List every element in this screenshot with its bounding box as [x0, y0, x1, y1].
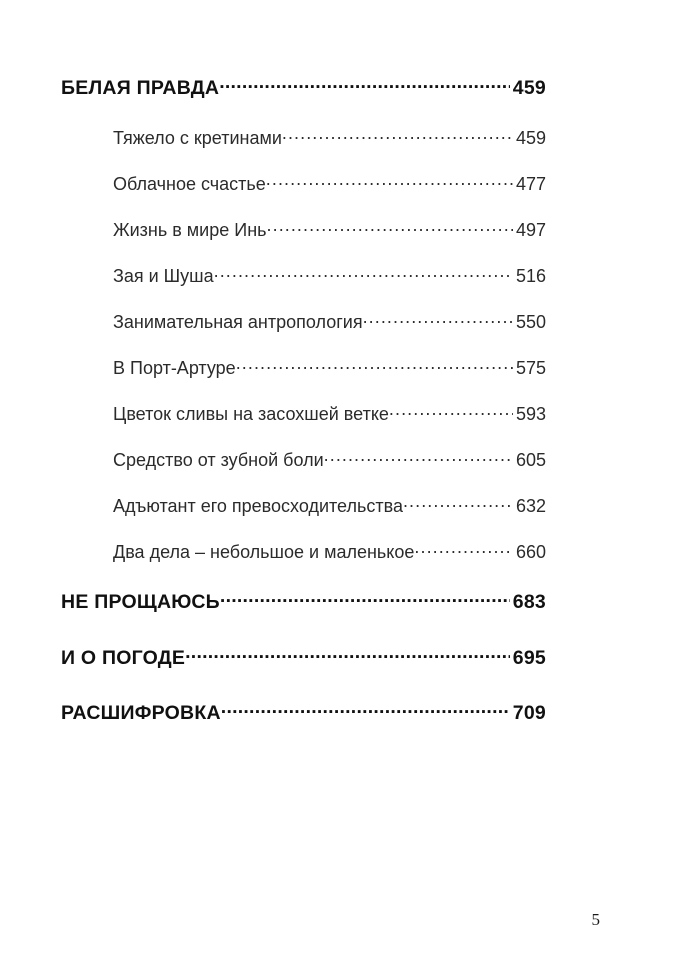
spacer [61, 287, 546, 310]
toc-entry-chapter[interactable] [61, 644, 546, 670]
spacer [61, 241, 546, 264]
spacer [61, 195, 546, 218]
dot-leader [221, 700, 510, 720]
dot-leader [282, 126, 513, 144]
spacer [61, 425, 546, 448]
toc-entry-title: В Порт-Артуре [113, 357, 236, 378]
dot-leader [236, 356, 513, 374]
dot-leader [220, 589, 510, 609]
toc-entry-page: 459 [512, 76, 546, 99]
table-of-contents [61, 74, 546, 725]
toc-entry-section[interactable] [113, 356, 546, 379]
toc-entry-title: Цветок сливы на засохшей ветке [113, 403, 389, 424]
toc-entry-section[interactable] [113, 540, 546, 563]
dot-leader [363, 310, 513, 328]
dot-leader [414, 540, 513, 558]
toc-entry-page: 605 [515, 449, 546, 470]
toc-entry-chapter[interactable] [61, 74, 546, 100]
toc-entry-title: Жизнь в мире Инь [113, 219, 267, 240]
toc-entry-page: 683 [512, 591, 546, 613]
dot-leader [267, 218, 513, 236]
toc-entry-section[interactable] [113, 448, 546, 471]
toc-entry-title: Занимательная антропология [113, 311, 363, 332]
toc-entry-section[interactable] [113, 218, 546, 241]
toc-entry-page: 660 [515, 541, 546, 562]
toc-entry-title: БЕЛАЯ ПРАВДА [61, 76, 220, 99]
toc-entry-page: 516 [515, 265, 546, 286]
spacer [61, 563, 546, 589]
toc-entry-title: НЕ ПРОЩАЮСЬ [61, 591, 220, 613]
spacer [61, 614, 546, 644]
dot-leader [266, 172, 513, 190]
spacer [61, 670, 546, 700]
toc-entry-title: Тяжело с кретинами [113, 127, 282, 148]
spacer [61, 379, 546, 402]
toc-entry-title: И О ПОГОДЕ [61, 646, 186, 669]
toc-entry-section[interactable] [113, 126, 546, 149]
toc-entry-page: 695 [512, 646, 546, 669]
toc-entry-section[interactable] [113, 172, 546, 195]
dot-leader [403, 494, 513, 512]
toc-entry-page: 593 [515, 403, 546, 424]
toc-entry-page: 550 [515, 311, 546, 332]
dot-leader [389, 402, 513, 420]
toc-entry-title: Средство от зубной боли [113, 449, 324, 470]
toc-entry-page: 632 [515, 495, 546, 516]
dot-leader [185, 644, 510, 664]
toc-entry-page: 709 [512, 702, 546, 724]
toc-entry-chapter[interactable] [61, 589, 546, 615]
spacer [61, 149, 546, 172]
dot-leader [219, 74, 510, 94]
page-number: 5 [591, 910, 600, 929]
toc-entry-chapter[interactable] [61, 700, 546, 726]
toc-entry-title: РАСШИФРОВКА [61, 702, 221, 724]
spacer [61, 333, 546, 356]
toc-entry-section[interactable] [113, 494, 546, 517]
toc-entry-page: 575 [515, 357, 546, 378]
toc-entry-page: 459 [515, 127, 546, 148]
toc-entry-section[interactable] [113, 264, 546, 287]
spacer [61, 471, 546, 494]
spacer [61, 517, 546, 540]
dot-leader [214, 264, 513, 282]
toc-entry-title: Облачное счастье [113, 173, 266, 194]
spacer [61, 100, 546, 126]
toc-entry-title: Адъютант его превосходительства [113, 495, 403, 516]
dot-leader [324, 448, 513, 466]
toc-entry-page: 497 [515, 219, 546, 240]
toc-entry-title: Зая и Шуша [113, 265, 214, 286]
toc-entry-section[interactable] [113, 402, 546, 425]
toc-entry-section[interactable] [113, 310, 546, 333]
toc-entry-page: 477 [515, 173, 546, 194]
toc-entry-title: Два дела – небольшое и маленькое [113, 541, 415, 562]
